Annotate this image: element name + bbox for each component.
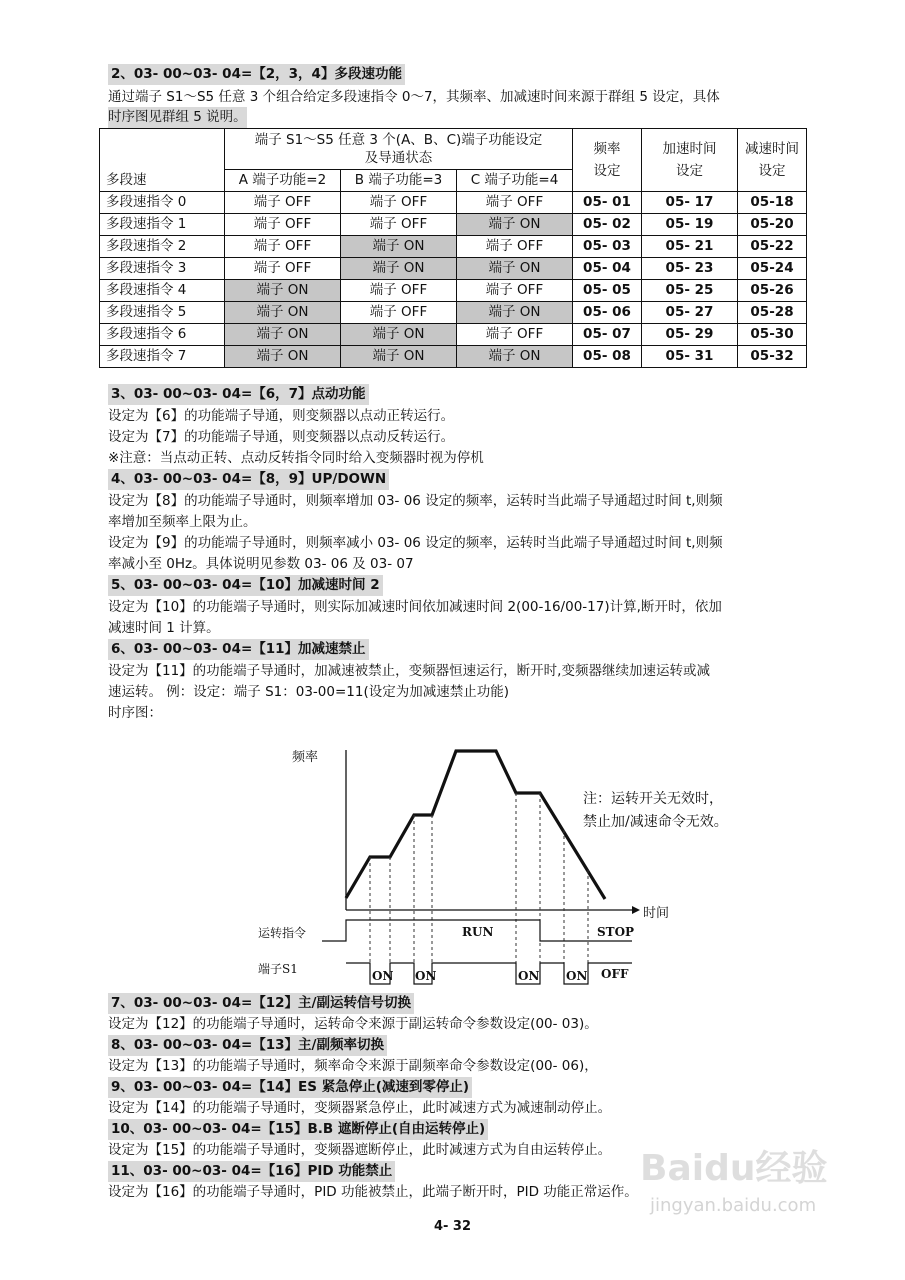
c-terminal-state: 端子 OFF	[457, 192, 573, 214]
stop-label: STOP	[597, 925, 635, 939]
paragraph-line: 时序图见群组 5 说明。	[108, 107, 247, 128]
decel-param: 05-30	[738, 324, 807, 346]
c-terminal-state: 端子 ON	[457, 302, 573, 324]
row-label: 多段速指令 3	[100, 258, 225, 280]
b-terminal-state: 端子 ON	[341, 258, 457, 280]
decel-param: 05-32	[738, 346, 807, 368]
frequency-param: 05- 07	[573, 324, 642, 346]
b-terminal-state: 端子 OFF	[341, 192, 457, 214]
paragraph-line: 通过端子 S1～S5 任意 3 个组合给定多段速指令 0～7，其频率、加减速时间来源于群组 5 设定，具体	[108, 89, 720, 105]
paragraph-line: 设定为【12】的功能端子导通时，运转命令来源于副运转命令参数设定(00- 03)。	[108, 1016, 598, 1032]
section-heading: 4、03- 00~03- 04=【8，9】UP/DOWN	[108, 469, 389, 490]
section-heading: 3、03- 00~03- 04=【6，7】点动功能	[108, 384, 369, 405]
c-terminal-state: 端子 OFF	[457, 324, 573, 346]
s1-on-label: ON	[566, 969, 588, 983]
a-terminal-state: 端子 OFF	[225, 214, 341, 236]
header-terminal-group: 端子 S1～S5 任意 3 个(A、B、C)端子功能设定 及导通状态	[225, 129, 573, 170]
a-terminal-state: 端子 ON	[225, 280, 341, 302]
guide-lines	[370, 793, 588, 980]
section-heading: 9、03- 00~03- 04=【14】ES 紧急停止(减速到零停止)	[108, 1077, 472, 1098]
run-command-label: 运转指令	[258, 926, 307, 940]
c-terminal-state: 端子 ON	[457, 346, 573, 368]
table-row	[100, 346, 807, 368]
frequency-param: 05- 08	[573, 346, 642, 368]
header-a-terminal: A 端子功能=2	[225, 170, 341, 192]
row-label: 多段速指令 0	[100, 192, 225, 214]
table-row	[100, 280, 807, 302]
table-row	[100, 192, 807, 214]
header-accel-time: 加速时间 设定	[642, 129, 738, 192]
c-terminal-state: 端子 OFF	[457, 280, 573, 302]
paragraph-line: 设定为【7】的功能端子导通，则变频器以点动反转运行。	[108, 429, 455, 445]
page-number: 4- 32	[433, 1219, 472, 1234]
accel-param: 05- 25	[642, 280, 738, 302]
section-heading: 10、03- 00~03- 04=【15】B.B 遮断停止(自由运转停止)	[108, 1119, 488, 1140]
decel-param: 05-18	[738, 192, 807, 214]
paragraph-line: 率减小至 0Hz。具体说明见参数 03- 06 及 03- 07	[108, 556, 414, 572]
frequency-param: 05- 06	[573, 302, 642, 324]
row-label: 多段速指令 4	[100, 280, 225, 302]
header-multi-speed: 多段速	[100, 129, 225, 192]
decel-param: 05-26	[738, 280, 807, 302]
b-terminal-state: 端子 OFF	[341, 302, 457, 324]
row-label: 多段速指令 1	[100, 214, 225, 236]
paragraph-line: 时序图：	[108, 705, 162, 721]
section-heading: 2、03- 00~03- 04=【2，3，4】多段速功能	[108, 64, 405, 85]
accel-param: 05- 23	[642, 258, 738, 280]
paragraph-line: 设定为【8】的功能端子导通时，则频率增加 03- 06 设定的频率，运转时当此端子导通超过时间 t,则频	[108, 493, 723, 509]
c-terminal-state: 端子 ON	[457, 258, 573, 280]
s1-on-label: ON	[518, 969, 540, 983]
table-row	[100, 236, 807, 258]
section-heading: 8、03- 00~03- 04=【13】主/副频率切换	[108, 1035, 387, 1056]
a-terminal-state: 端子 OFF	[225, 192, 341, 214]
row-label: 多段速指令 6	[100, 324, 225, 346]
section-heading: 6、03- 00~03- 04=【11】加减速禁止	[108, 639, 369, 660]
frequency-param: 05- 02	[573, 214, 642, 236]
accel-param: 05- 17	[642, 192, 738, 214]
table-row	[100, 258, 807, 280]
b-terminal-state: 端子 OFF	[341, 280, 457, 302]
decel-param: 05-24	[738, 258, 807, 280]
header-decel-time: 减速时间 设定	[738, 129, 807, 192]
frequency-curve	[346, 751, 605, 899]
diagram-note-line1: 注：运转开关无效时，	[583, 791, 723, 807]
diagram-note-line2: 禁止加/减速命令无效。	[583, 814, 728, 830]
s1-off-label: OFF	[601, 967, 629, 981]
paragraph-line: 设定为【15】的功能端子导通时，变频器遮断停止，此时减速方式为自由运转停止。	[108, 1142, 612, 1158]
paragraph-line: 减速时间 1 计算。	[108, 620, 220, 636]
accel-param: 05- 19	[642, 214, 738, 236]
paragraph-line: 设定为【13】的功能端子导通时，频率命令来源于副频率命令参数设定(00- 06)，	[108, 1058, 598, 1074]
header-c-terminal: C 端子功能=4	[457, 170, 573, 192]
b-terminal-state: 端子 OFF	[341, 214, 457, 236]
s1-on-label: ON	[372, 969, 394, 983]
run-label: RUN	[462, 925, 494, 939]
frequency-param: 05- 01	[573, 192, 642, 214]
a-terminal-state: 端子 OFF	[225, 258, 341, 280]
watermark-brand: Baidu经验	[640, 1148, 828, 1189]
section-heading: 7、03- 00~03- 04=【12】主/副运转信号切换	[108, 993, 414, 1014]
accel-param: 05- 29	[642, 324, 738, 346]
header-b-terminal: B 端子功能=3	[341, 170, 457, 192]
section-heading: 11、03- 00~03- 04=【16】PID 功能禁止	[108, 1161, 395, 1182]
a-terminal-state: 端子 ON	[225, 324, 341, 346]
x-axis-arrow-icon	[632, 906, 640, 914]
header-frequency: 频率 设定	[573, 129, 642, 192]
paragraph-line: 设定为【10】的功能端子导通时，则实际加减速时间依加减速时间 2(00-16/00-17)计算,断开时，依加	[108, 599, 722, 615]
timing-diagram	[0, 730, 905, 990]
s1-on-label: ON	[415, 969, 437, 983]
y-axis-label: 频率	[292, 750, 319, 765]
paragraph-line: 设定为【14】的功能端子导通时，变频器紧急停止，此时减速方式为减速制动停止。	[108, 1100, 612, 1116]
decel-param: 05-22	[738, 236, 807, 258]
accel-param: 05- 31	[642, 346, 738, 368]
b-terminal-state: 端子 ON	[341, 236, 457, 258]
a-terminal-state: 端子 OFF	[225, 236, 341, 258]
multi-speed-table	[99, 128, 807, 368]
table-row	[100, 324, 807, 346]
frequency-param: 05- 04	[573, 258, 642, 280]
accel-param: 05- 21	[642, 236, 738, 258]
row-label: 多段速指令 5	[100, 302, 225, 324]
decel-param: 05-28	[738, 302, 807, 324]
b-terminal-state: 端子 ON	[341, 324, 457, 346]
frequency-param: 05- 03	[573, 236, 642, 258]
x-axis-label: 时间	[643, 906, 670, 921]
accel-param: 05- 27	[642, 302, 738, 324]
paragraph-line: 设定为【9】的功能端子导通时，则频率减小 03- 06 设定的频率，运转时当此端子导通超过时间 t,则频	[108, 535, 723, 551]
paragraph-line: 设定为【16】的功能端子导通时，PID 功能被禁止，此端子断开时，PID 功能正常运作。	[108, 1184, 638, 1200]
paragraph-line: 设定为【11】的功能端子导通时，加减速被禁止，变频器恒速运行，断开时,变频器继续加速运转或减	[108, 663, 710, 679]
paragraph-line: 率增加至频率上限为止。	[108, 514, 257, 530]
a-terminal-state: 端子 ON	[225, 346, 341, 368]
section-heading: 5、03- 00~03- 04=【10】加减速时间 2	[108, 575, 383, 596]
table-row	[100, 214, 807, 236]
c-terminal-state: 端子 ON	[457, 214, 573, 236]
row-label: 多段速指令 2	[100, 236, 225, 258]
c-terminal-state: 端子 OFF	[457, 236, 573, 258]
a-terminal-state: 端子 ON	[225, 302, 341, 324]
paragraph-line: 速运转。 例：设定：端子 S1：03-00=11(设定为加减速禁止功能)	[108, 684, 509, 700]
frequency-param: 05- 05	[573, 280, 642, 302]
terminal-s1-label: 端子S1	[258, 962, 298, 976]
b-terminal-state: 端子 ON	[341, 346, 457, 368]
watermark-url: jingyan.baidu.com	[650, 1195, 817, 1216]
table-row	[100, 302, 807, 324]
decel-param: 05-20	[738, 214, 807, 236]
paragraph-line: 设定为【6】的功能端子导通，则变频器以点动正转运行。	[108, 408, 455, 424]
row-label: 多段速指令 7	[100, 346, 225, 368]
paragraph-line: ※注意：当点动正转、点动反转指令同时给入变频器时视为停机	[108, 450, 484, 466]
